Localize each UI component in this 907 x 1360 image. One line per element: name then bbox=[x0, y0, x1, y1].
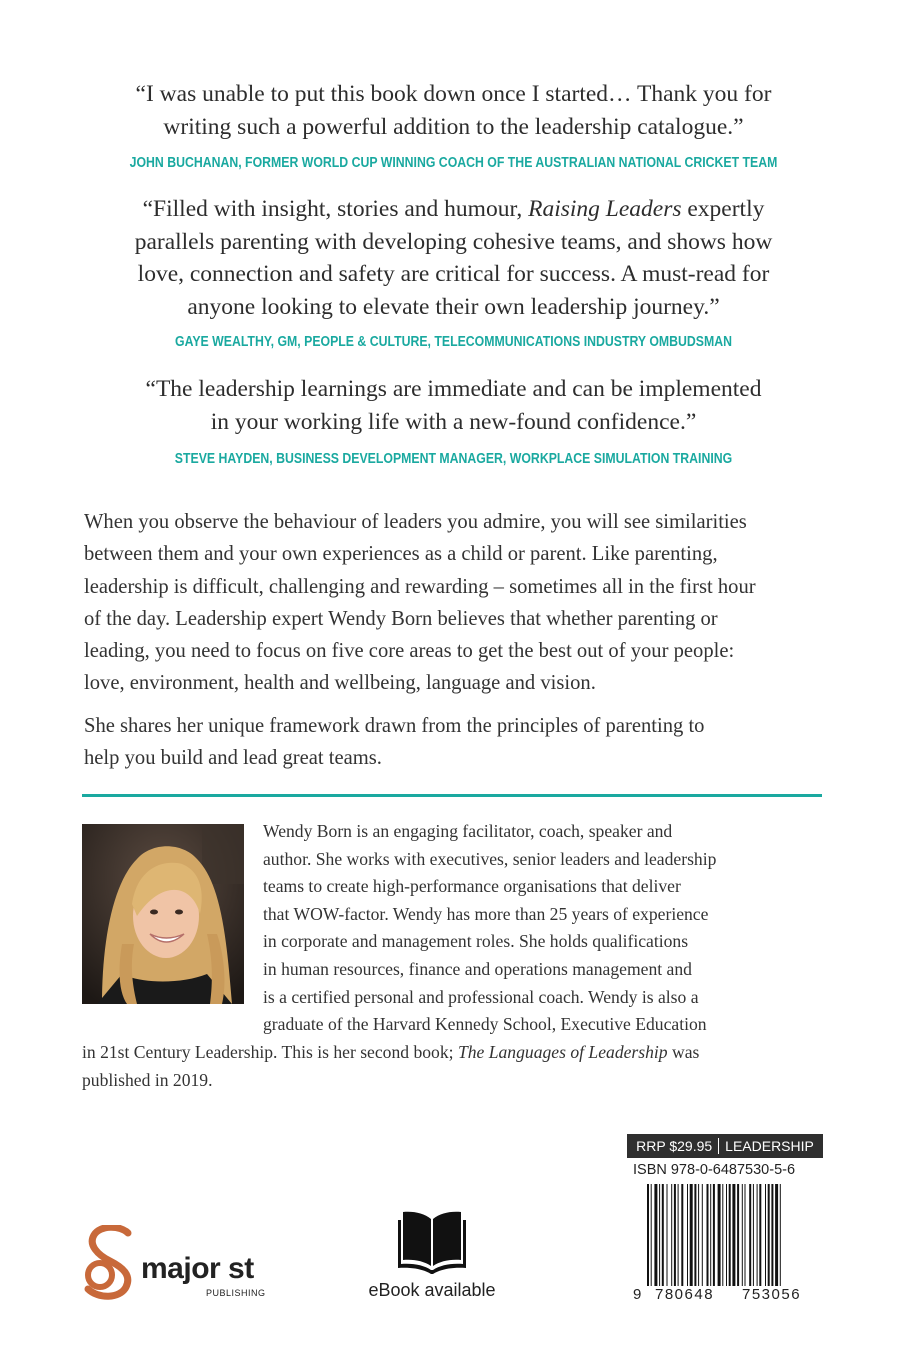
price-label: RRP $29.95 bbox=[636, 1138, 713, 1154]
testimonial-2-attribution: GAYE WEALTHY, GM, PEOPLE & CULTURE, TELECOMMUNICATIONS INDUSTRY OMBUDSMAN bbox=[175, 334, 732, 350]
testimonial-1-quote: “I was unable to put this book down once I started… Thank you for writing such a powerful addition to the leadership catalogue.” bbox=[135, 81, 772, 140]
author-photo bbox=[82, 824, 244, 1004]
publisher-name: major st bbox=[141, 1252, 254, 1285]
open-book-icon bbox=[397, 1208, 467, 1274]
isbn-label: ISBN 978-0-6487530-5-6 bbox=[633, 1162, 796, 1178]
barcode-digit-first: 9 bbox=[633, 1286, 642, 1303]
barcode-digits-group-2: 753056 bbox=[742, 1286, 802, 1303]
barcode-digits-group-1: 780648 bbox=[655, 1286, 715, 1303]
author-bio-full-width: in 21st Century Leadership. This is her second book; The Languages of Leadership was published in 2019. bbox=[82, 1042, 700, 1090]
testimonial-2-quote: “Filled with insight, stories and humour, Raising Leaders expertly parallels parenting with developing cohesive teams, and shows how love, connection and safety are critical for success. A must-read for anyone looking to elevate their own leadership journey.” bbox=[134, 196, 773, 320]
category-label: LEADERSHIP bbox=[725, 1138, 814, 1154]
ebook-available-label: eBook available bbox=[368, 1280, 496, 1300]
testimonial-3-attribution: STEVE HAYDEN, BUSINESS DEVELOPMENT MANAGER, WORKPLACE SIMULATION TRAINING bbox=[174, 451, 733, 467]
publisher-sub: PUBLISHING bbox=[206, 1288, 266, 1298]
price-separator bbox=[718, 1138, 719, 1154]
description-paragraph-1: When you observe the behaviour of leaders you admire, you will see similarities between them and your own experiences as a child or parent. Like parenting, leadership is difficult, challenging and rewarding – sometimes all in the first hour of the day. Leadership expert Wendy Born believes that whether parenting or leading, you need to focus on five core areas to get the best out of your people: love, environment, health and wellbeing, language and vision. bbox=[84, 511, 756, 695]
description-paragraph-2: She shares her unique framework drawn from the principles of parenting to help you build and lead great teams. bbox=[84, 715, 705, 770]
barcode-icon bbox=[647, 1184, 819, 1286]
section-divider bbox=[82, 794, 822, 797]
testimonial-1-attribution: JOHN BUCHANAN, FORMER WORLD CUP WINNING COACH OF THE AUSTRALIAN NATIONAL CRICKET TEAM bbox=[129, 155, 778, 171]
author-bio-wrapped: Wendy Born is an engaging facilitator, coach, speaker and author. She works with executives, senior leaders and leadership teams to create high-performance organisations that deliver that WOW-factor. Wendy has more than 25 years of experience in corporate and management roles. She holds qualifications in human resources, finance and operations management and is a certified personal and professional coach. Wendy is also a graduate of the Harvard Kennedy School, Executive Education bbox=[263, 821, 717, 1035]
testimonial-3-quote: “The leadership learnings are immediate and can be implemented in your working life with a new-found confidence.” bbox=[145, 376, 762, 435]
price-category-box bbox=[627, 1134, 823, 1158]
major-st-logo-icon bbox=[80, 1225, 140, 1301]
